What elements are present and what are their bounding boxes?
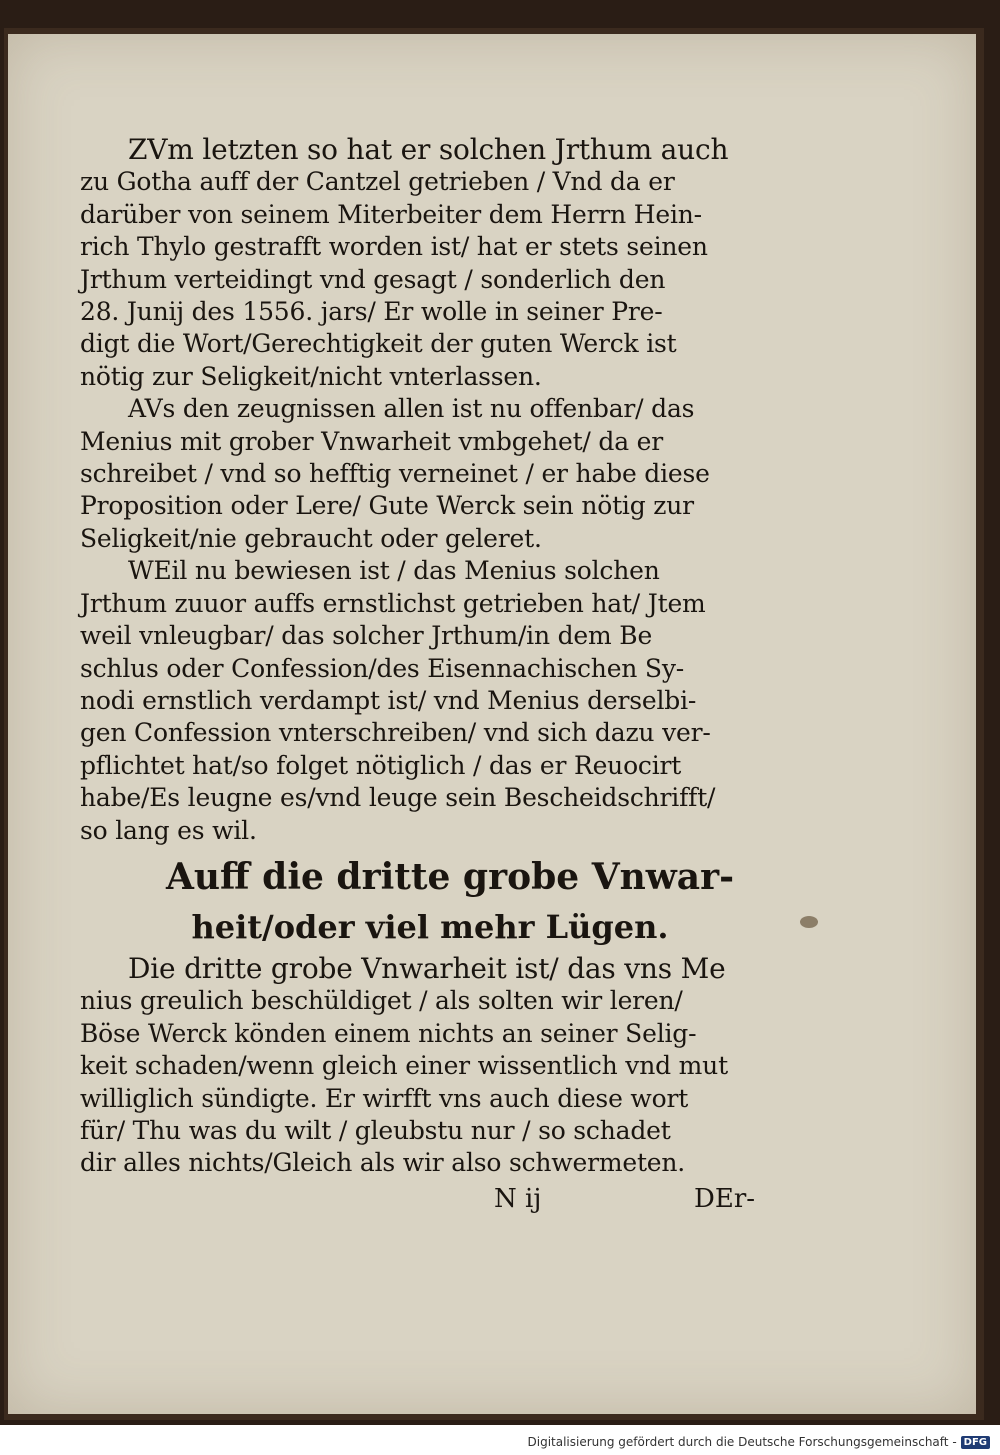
text-line: habe/Es leugne es/vnd leuge sein Bescheidschrifft/ (80, 783, 716, 813)
book-page (8, 34, 976, 1414)
text-line: Menius mit grober Vnwarheit vmbgehet/ da er (80, 426, 664, 456)
text-line: Die dritte grobe Vnwarheit ist/ das vns Me (128, 951, 726, 985)
ink-spot (800, 916, 818, 928)
text-line: schlus oder Confession/des Eisennachischen Sy- (80, 653, 685, 683)
signature-mark: N ij (494, 1184, 542, 1214)
text-line: pflichtet hat/so folget nötiglich / das er Reuocirt (80, 750, 682, 780)
section-heading: Auff die dritte grobe Vnwar- (165, 855, 735, 898)
text-line: digt die Wort/Gerechtigkeit der guten Werck ist (80, 329, 677, 359)
text-line: schreibet / vnd so hefftig verneinet / er habe diese (80, 459, 710, 489)
text-line: williglich sündigte. Er wirfft vns auch diese wort (80, 1083, 689, 1113)
text-line: so lang es wil. (80, 815, 257, 845)
text-line: dir alles nichts/Gleich als wir also schwermeten. (80, 1148, 686, 1178)
text-line: 28. Junij des 1556. jars/ Er wolle in seiner Pre- (80, 297, 663, 327)
text-line: weil vnleugbar/ das solcher Jrthum/in dem Be (80, 621, 653, 651)
paragraph-1 (80, 134, 780, 393)
text-line: nodi ernstlich verdampt ist/ vnd Menius derselbi- (80, 685, 697, 715)
text-line: Seligkeit/nie gebraucht oder geleret. (80, 523, 542, 553)
page-footer (494, 1184, 756, 1214)
text-line: darüber von seinem Miterbeiter dem Herrn Hein- (80, 199, 702, 229)
credit-text: Digitalisierung gefördert durch die Deutsche Forschungsgemeinschaft - (527, 1435, 957, 1449)
text-line: AVs den zeugnissen allen ist nu offenbar/ das (128, 394, 695, 424)
digitization-credit (528, 1435, 991, 1449)
text-line: zu Gotha auff der Cantzel getrieben / Vnd da er (80, 167, 675, 197)
text-line: rich Thylo gestrafft worden ist/ hat er stets seinen (80, 232, 708, 262)
page-text (80, 134, 780, 1180)
text-line: gen Confession vnterschreiben/ vnd sich dazu ver- (80, 718, 711, 748)
paragraph-4 (80, 953, 780, 1180)
text-line: WEil nu bewiesen ist / das Menius solchen (128, 556, 660, 586)
text-line: Jrthum zuuor auffs ernstlichst getrieben hat/ Jtem (80, 588, 706, 618)
paragraph-2 (80, 393, 780, 555)
text-line: Jrthum verteidingt vnd gesagt / sonderlich den (80, 264, 666, 294)
text-line: ZVm letzten so hat er solchen Jrthum auch (128, 133, 729, 166)
text-line: für/ Thu was du wilt / gleubstu nur / so schadet (80, 1115, 671, 1145)
text-line: Böse Werck könden einem nichts an seiner Selig- (80, 1018, 697, 1048)
text-line: Proposition oder Lere/ Gute Werck sein nötig zur (80, 491, 694, 521)
catchword: DEr- (694, 1184, 756, 1214)
text-line: keit schaden/wenn gleich einer wissentlich vnd mut (80, 1051, 728, 1081)
dfg-logo-icon: DFG (961, 1436, 990, 1449)
paragraph-3 (80, 555, 780, 847)
text-line: nius greulich beschüldiget / als solten wir leren/ (80, 986, 683, 1016)
section-heading-continued: heit/oder viel mehr Lügen. (191, 907, 669, 946)
text-line: nötig zur Seligkeit/nicht vnterlassen. (80, 361, 542, 391)
